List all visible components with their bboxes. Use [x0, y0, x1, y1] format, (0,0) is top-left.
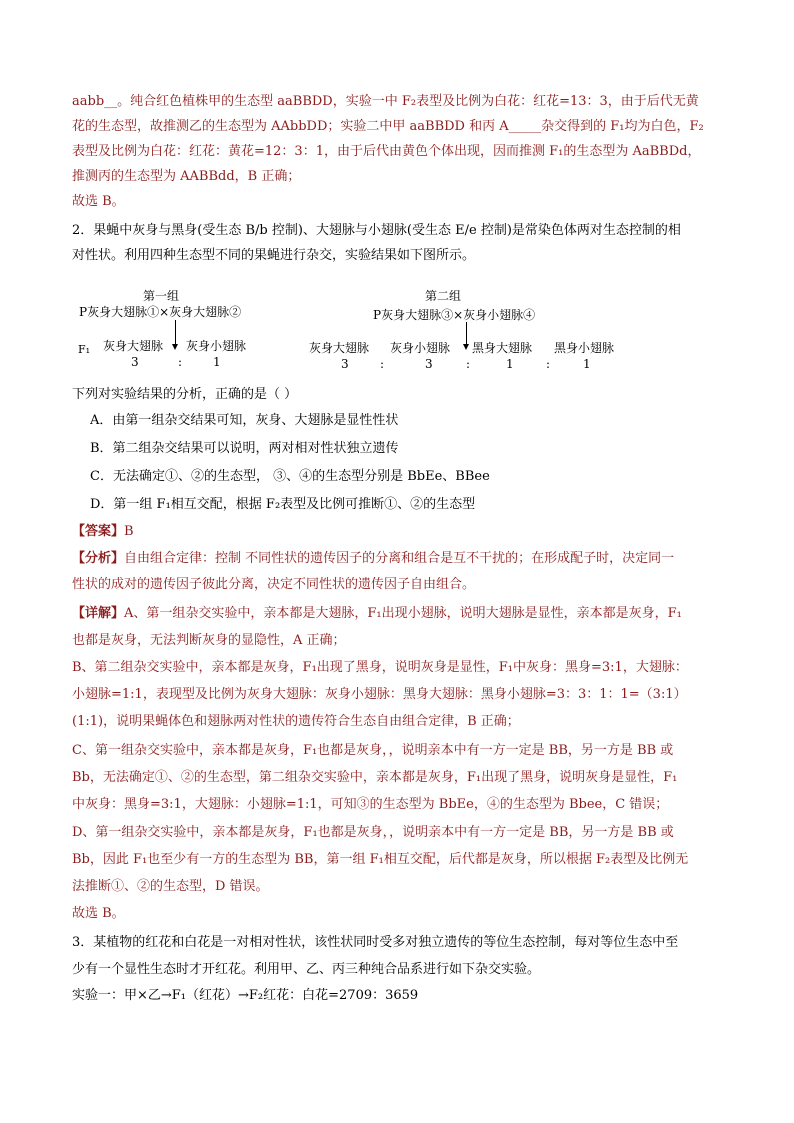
detail-text: A、第一组杂交实验中，亲本都是大翅脉，F₁出现小翅脉，说明大翅脉是显性，亲本都是灰身，F₁: [124, 606, 682, 621]
detail-text: Bb，无法确定①、②的生态型，第二组杂交实验中，亲本都是灰身，F₁出现了黑身，说明灰身是显性，F₁: [72, 770, 678, 785]
cross-arrow-icon: [466, 322, 467, 346]
analysis-text: 性状的成对的遗传因子彼此分离，决定不同性状的遗传因子自由组合。: [72, 577, 476, 592]
answer-value: B: [124, 524, 134, 539]
group-title: 第二组: [425, 289, 462, 303]
ratio: 1: [213, 355, 221, 369]
parents-label: P灰身大翅脉③×灰身小翅脉④: [373, 308, 536, 322]
group-title: 第一组: [143, 289, 180, 303]
ratio-colon: :: [466, 357, 471, 371]
detail-text: B、第二组杂交实验中，亲本都是灰身，F₁出现了黑身，说明灰身是显性，F₁中灰身：黑身=3:1，大翅脉：: [72, 660, 688, 675]
f1-label: F₁: [78, 343, 91, 356]
detail-line: [72, 605, 732, 623]
text-line: aabb__。纯合红色植株甲的生态型 aaBBDD，实验一中 F₂表型及比例为白花：红花=13：3，由于后代无黄: [72, 94, 699, 109]
detail-text: D、第一组杂交实验中，亲本都是灰身，F₁也都是灰身，，说明亲本中有一方一定是 BB，另一方是 BB 或: [72, 825, 674, 840]
option-a: A．由第一组杂交结果可知，灰身、大翅脉是显性性状: [90, 413, 399, 428]
arrow-head-icon: [172, 344, 178, 350]
analysis-text: 自由组合定律：控制 不同性状的遗传因子的分离和组合是互不干扰的；在形成配子时，决定同一: [124, 551, 675, 566]
detail-text: 也都是灰身，无法判断灰身的显隐性，A 正确；: [72, 633, 346, 648]
option-d: D．第一组 F₁相互交配，根据 F₂表型及比例可推断①、②的生态型: [90, 497, 476, 512]
phenotype: 灰身大翅脉: [309, 341, 370, 355]
ratio: 1: [506, 357, 514, 371]
phenotype: 灰身小翅脉: [186, 339, 247, 353]
answer-tag: 【答案】: [72, 524, 125, 539]
detail-text: Bb，因此 F₁也至少有一方的生态型为 BB，第一组 F₁相互交配，后代都是灰身，所以根据 F₂表型及比例无: [72, 852, 689, 867]
detail-text: 小翅脉=1:1，表现型及比例为灰身大翅脉：灰身小翅脉：黑身大翅脉：黑身小翅脉=3：3：1：1=（3:1）: [72, 687, 687, 702]
text-line: 表型及比例为白花：红花：黄花=12：3：1，由于后代由黄色个体出现，因而推测 F₁的生态型为 AaBBDd，: [72, 144, 701, 159]
detail-text: C、第一组杂交实验中，亲本都是灰身，F₁也都是灰身，，说明亲本中有一方一定是 BB，另一方是 BB 或: [72, 743, 674, 758]
text-line: 推测丙的生态型为 AABBdd，B 正确；: [72, 169, 301, 184]
experiment-line: 实验一：甲×乙→F₁（红花）→F₂红花：白花=2709：3659: [72, 988, 419, 1003]
conclusion: 故选 B。: [72, 906, 125, 921]
analysis-tag: 【分析】: [72, 551, 125, 566]
phenotype: 灰身小翅脉: [390, 341, 451, 355]
option-c: C．无法确定①、②的生态型， ③、④的生态型分别是 BbEe、BBee: [90, 469, 490, 484]
parents-label: P灰身大翅脉①×灰身大翅脉②: [79, 305, 242, 319]
question-stem: 对性状。利用四种生态型不同的果蝇进行杂交，实验结果如下图所示。: [72, 248, 476, 263]
arrow-head-icon: [463, 344, 469, 350]
phenotype: 黑身大翅脉: [472, 341, 533, 355]
detail-text: 中灰身：黑身=3:1，大翅脉：小翅脉=1:1，可知③的生态型为 BbEe，④的生态型为 Bbee，C 错误；: [72, 797, 669, 812]
ratio-colon: :: [546, 357, 551, 371]
text-line: 故选 B。: [72, 194, 125, 209]
answer-line: [72, 523, 732, 541]
option-b: B．第二组杂交结果可以说明，两对相对性状独立遗传: [90, 441, 399, 456]
ratio: 3: [341, 357, 349, 371]
cross-arrow-icon: [175, 320, 176, 346]
detail-tag: 【详解】: [72, 606, 125, 621]
ratio: 1: [583, 357, 591, 371]
question-stem: 2．果蝇中灰身与黑身(受生态 B/b 控制)、大翅脉与小翅脉(受生态 E/e 控制)是常染色体两对生态控制的相: [72, 223, 681, 238]
question-stem: 少有一个显性生态时才开红花。利用甲、乙、丙三种纯合品系进行如下杂交实验。: [72, 962, 541, 977]
text-line: 花的生态型，故推测乙的生态型为 AAbbDD；实验二中甲 aaBBDD 和丙 A_____杂交得到的 F₁均为白色，F₂: [72, 119, 704, 134]
detail-text: 法推断①、②的生态型，D 错误。: [72, 879, 269, 894]
detail-text: (1:1)，说明果蝇体色和翅脉两对性状的遗传符合生态自由组合定律，B 正确；: [72, 714, 520, 729]
phenotype: 黑身小翅脉: [554, 341, 615, 355]
ratio: 3: [425, 357, 433, 371]
question-stem: 3．某植物的红花和白花是一对相对性状，该性状同时受多对独立遗传的等位生态控制，每对等位生态中至: [72, 935, 679, 950]
analysis-line: [72, 550, 732, 568]
question-text: 下列对实验结果的分析，正确的是（ ）: [72, 387, 298, 402]
phenotype: 灰身大翅脉: [103, 339, 164, 353]
ratio: 3: [131, 355, 139, 369]
ratio-colon: :: [178, 355, 183, 369]
ratio-colon: :: [380, 357, 385, 371]
